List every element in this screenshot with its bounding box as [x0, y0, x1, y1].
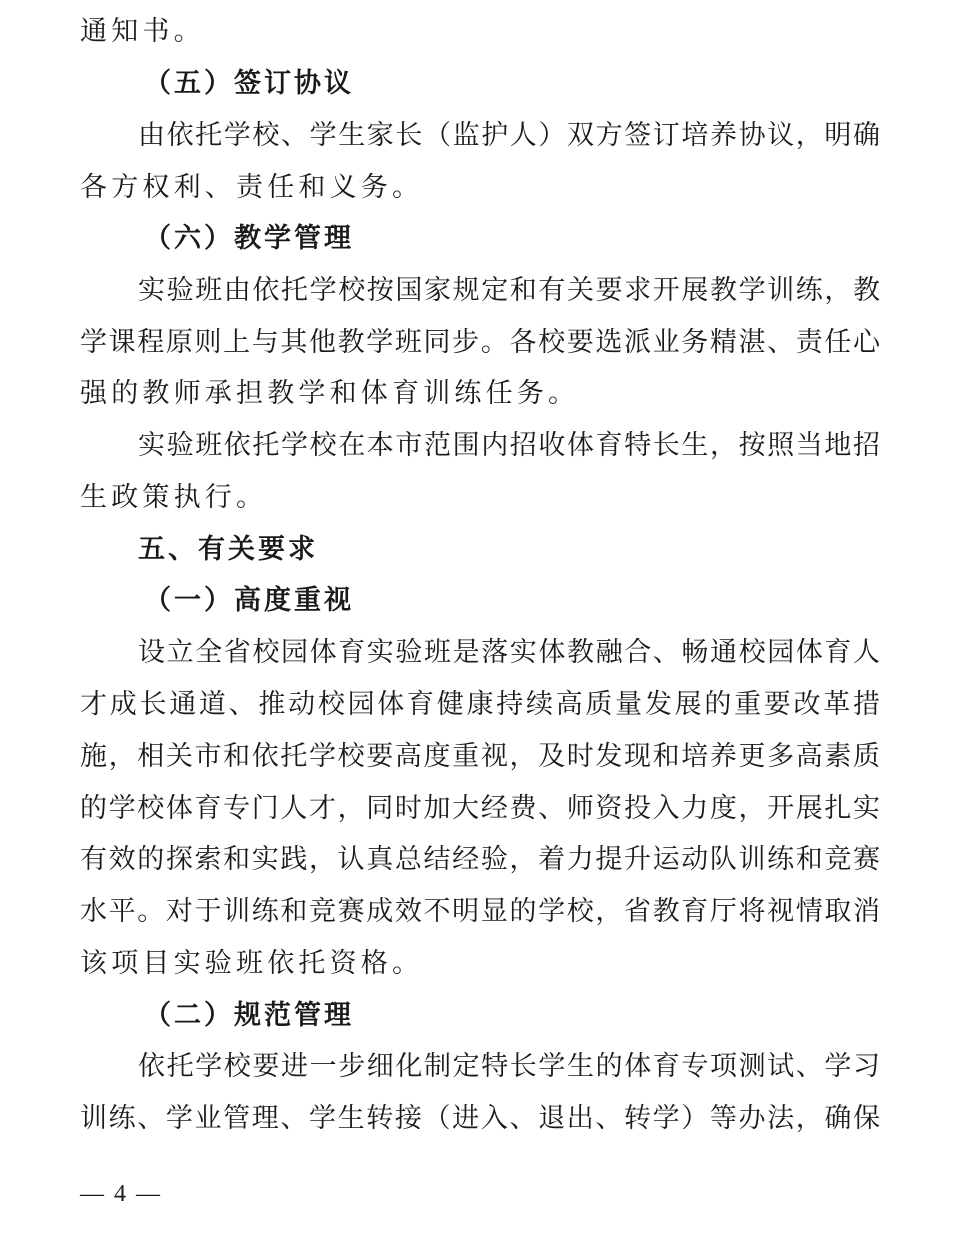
section-heading: 五、有关要求	[138, 534, 318, 565]
body-text-line: 的学校体育专门人才，同时加大经费、师资投入力度，开展扎实	[80, 793, 880, 824]
body-text-line: 由依托学校、学生家长（监护人）双方签订培养协议，明确	[138, 120, 880, 151]
body-text-line: 施，相关市和依托学校要高度重视，及时发现和培养更多高素质	[80, 741, 880, 772]
body-text-line: 水平。对于训练和竞赛成效不明显的学校，省教育厅将视情取消	[80, 896, 880, 927]
subheading: （五）签订协议	[144, 68, 354, 99]
body-text-line: 该项目实验班依托资格。	[80, 948, 424, 979]
subheading: （二）规范管理	[144, 1000, 354, 1031]
subheading: （一）高度重视	[144, 585, 354, 616]
body-text-line: 实验班依托学校在本市范围内招收体育特长生，按照当地招	[138, 430, 880, 461]
body-text-line: 通知书。	[80, 16, 205, 47]
subheading: （六）教学管理	[144, 223, 354, 254]
body-text-line: 学课程原则上与其他教学班同步。各校要选派业务精湛、责任心	[80, 327, 880, 358]
body-text-line: 依托学校要进一步细化制定特长学生的体育专项测试、学习	[138, 1051, 880, 1082]
body-text-line: 强的教师承担教学和体育训练任务。	[80, 378, 580, 409]
body-text-line: 各方权利、责任和义务。	[80, 172, 424, 203]
page-number: — 4 —	[80, 1181, 162, 1207]
body-text-line: 生政策执行。	[80, 482, 268, 513]
body-text-line: 设立全省校园体育实验班是落实体教融合、畅通校园体育人	[138, 637, 880, 668]
body-text-line: 训练、学业管理、学生转接（进入、退出、转学）等办法，确保	[80, 1103, 880, 1134]
body-text-line: 才成长通道、推动校园体育健康持续高质量发展的重要改革措	[80, 689, 880, 720]
body-text-line: 实验班由依托学校按国家规定和有关要求开展教学训练，教	[138, 275, 880, 306]
body-text-line: 有效的探索和实践，认真总结经验，着力提升运动队训练和竞赛	[80, 844, 880, 875]
